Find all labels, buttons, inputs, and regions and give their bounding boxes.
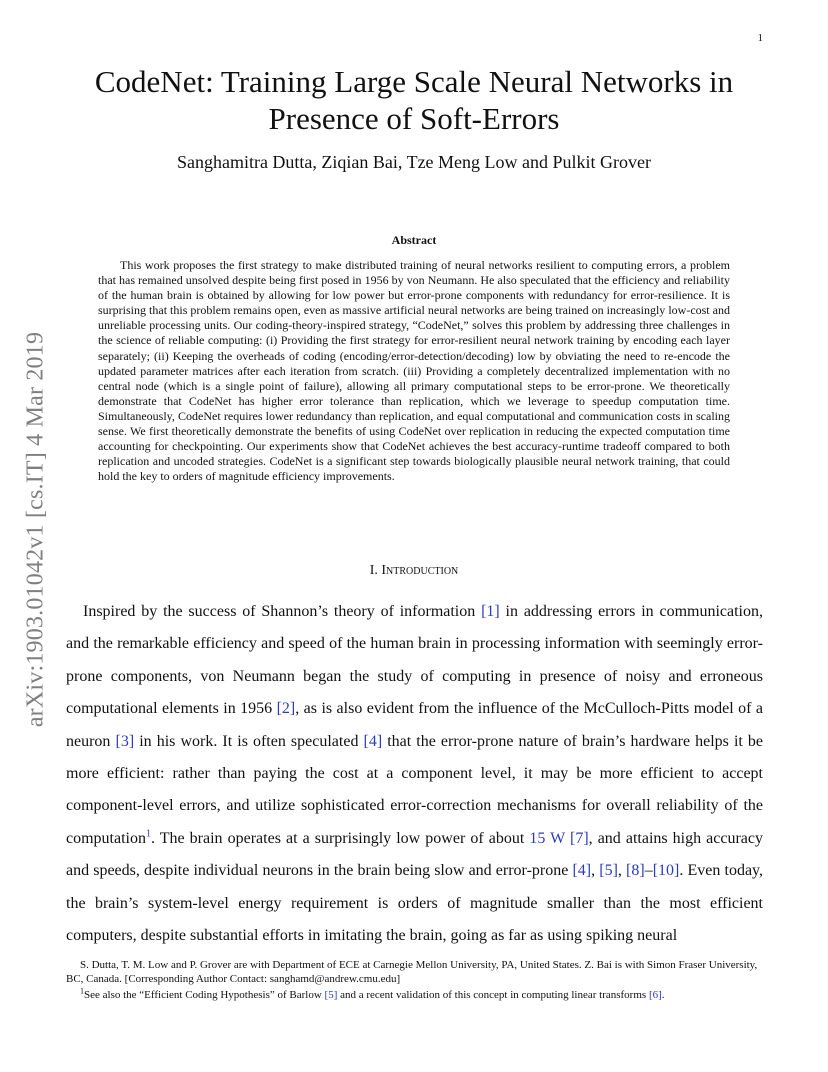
section-number: I. <box>369 563 378 578</box>
intro-text: . The brain operates at a surprisingly low power of about <box>150 829 530 847</box>
section-title: Introduction <box>381 563 459 578</box>
power-value-link[interactable]: 15 W <box>529 829 565 847</box>
intro-text: , <box>617 862 627 880</box>
citation-link[interactable]: [2] <box>276 700 296 718</box>
intro-text: in addressing errors in communication, and the remarkable efficiency and speed of the human brain in processing information with seemingly error-prone components, von Neumann began the study of computing in presence of noisy and erroneous computational elements in 1956 <box>66 603 763 718</box>
intro-text: Inspired by the success of Shannon’s theory of information <box>83 603 482 620</box>
citation-link[interactable]: [5] <box>599 862 618 880</box>
citation-link[interactable]: [10] <box>652 862 680 880</box>
footnote-text: and a recent validation of this concept in computing linear transforms <box>337 989 649 1001</box>
intro-text: , <box>591 862 600 880</box>
abstract-text: This work proposes the first strategy to make distributed training of neural networks resilient to computing errors, a problem that has remained unsolved despite being first posed in 1956 by von Neumann. He also speculated that the efficiency and reliability of the human brain is obtained by allowing for low power but error-prone components with redundancy for error-resilience. It is surprising that this problem remains open, even as massive artificial neural networks are being trained on increasingly low-cost and unreliable processing units. Our coding-theory-inspired strategy, “CodeNet,” solves this problem by addressing three challenges in the science of reliable computing: (i) Providing the first strategy for error-resilient neural network training by encoding each layer separately; (ii) Keeping the overheads of coding (encoding/error-detection/decoding) low by obviating the need to re-encode the updated parameter matrices after each iteration from scratch. (iii) Providing a completely decentralized implementation with no central node (which is a single point of failure), allowing all primary computational steps to be error-prone. We theoretically demonstrate that CodeNet has higher error tolerance than replication, which we leverage to speedup computation time. Simultaneously, CodeNet requires lower redundancy than replication, and equal computational and communication costs in scaling sense. We first theoretically demonstrate the benefits of using CodeNet over replication in reducing the expected computation time accounting for checkpointing. Our experiments show that CodeNet achieves the best accuracy-runtime tradeoff compared to both replication and uncoded strategies. CodeNet is a significant step towards biologically plausible neural network training, that could hold the key to orders of magnitude efficiency improvements. <box>98 258 730 484</box>
intro-text: . Even today, the brain’s system-level energy requirement is orders of magnitude smaller than the most efficient computers, despite substantial efforts in imitating the brain, going as far as using spiking neural <box>66 862 764 945</box>
citation-link[interactable]: [4] <box>363 732 383 750</box>
arxiv-stamp: arXiv:1903.01042v1 [cs.IT] 4 Mar 2019 <box>22 331 49 728</box>
footnote-marker-link[interactable]: 1 <box>145 828 151 840</box>
intro-text: that the error-prone nature of brain’s hardware helps it be more efficient: rather than paying the cost at a component level, it may be more efficient to accept component-level errors, and utilize sophisticated error-correction mechanisms for overall reliability of the computation <box>66 732 764 847</box>
footnote-text: . <box>661 989 665 1001</box>
intro-text: – <box>644 862 653 880</box>
author-list: Sanghamitra Dutta, Ziqian Bai, Tze Meng Low and Pulkit Grover <box>176 152 652 172</box>
citation-link[interactable]: [6] <box>648 989 662 1001</box>
intro-text: , as is also evident from the influence of the McCulloch-Pitts model of a neuron <box>66 700 764 750</box>
abstract-heading: Abstract <box>391 233 437 247</box>
citation-link[interactable]: [4] <box>572 862 592 880</box>
citation-link[interactable]: [8] <box>626 862 645 880</box>
footnote-text: See also the “Efficient Coding Hypothesis” of Barlow <box>84 989 325 1001</box>
footnote-1 <box>66 988 763 1002</box>
footnote-mark: 1 <box>80 986 84 996</box>
citation-link[interactable]: [1] <box>481 603 500 620</box>
intro-text: , and attains high accuracy and speeds, despite individual neurons in the brain being slow and error-prone <box>66 829 764 880</box>
citation-link[interactable]: [7] <box>569 829 589 847</box>
intro-paragraph <box>66 596 763 952</box>
paper-title: CodeNet: Training Large Scale Neural Networks in Presence of Soft-Errors <box>94 64 734 136</box>
affiliation-footnote: S. Dutta, T. M. Low and P. Grover are with Department of ECE at Carnegie Mellon University, PA, United States. Z. Bai is with Simon Fraser University, BC, Canada. [Corresponding Author Contact: sanghamd@andrew.cmu.edu] <box>66 959 758 985</box>
citation-link[interactable]: [3] <box>115 732 135 750</box>
intro-text: in his work. It is often speculated <box>134 732 364 750</box>
page-number: 1 <box>757 32 763 44</box>
section-heading <box>60 563 768 579</box>
citation-link[interactable]: [5] <box>324 989 338 1001</box>
